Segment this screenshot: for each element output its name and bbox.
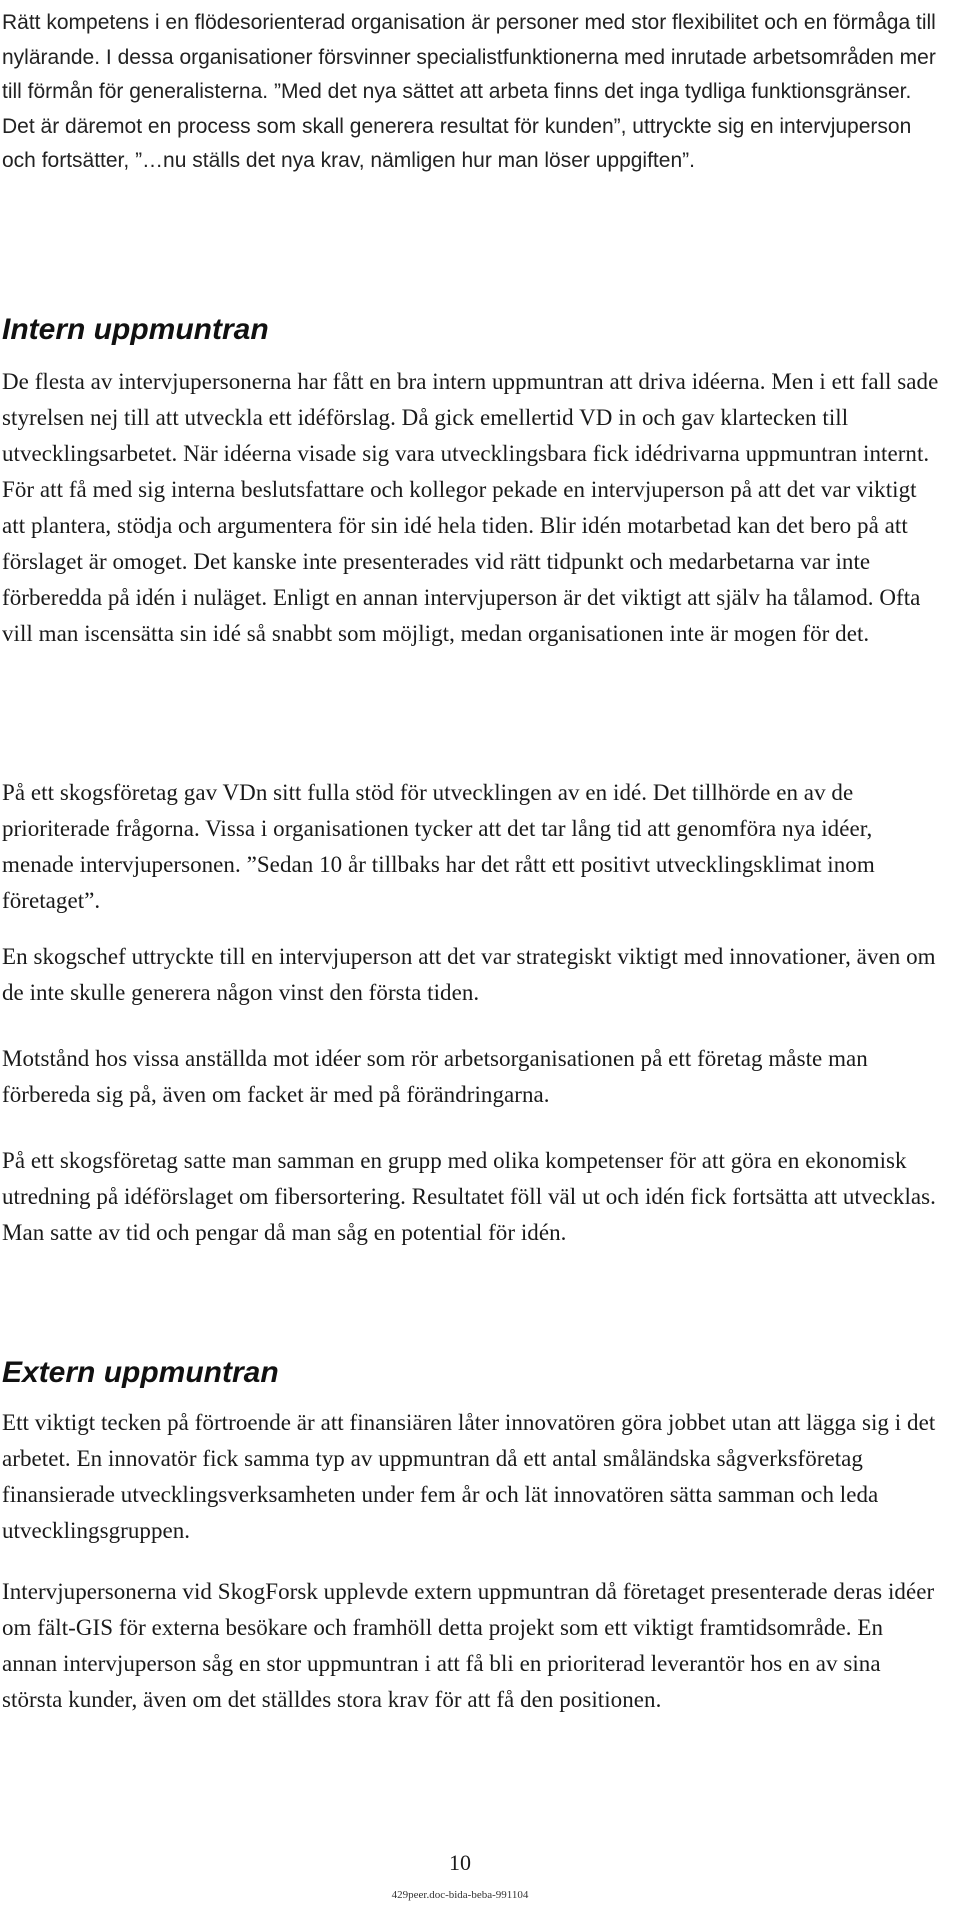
page-number	[0, 1850, 960, 1876]
intro-block	[0, 6, 960, 179]
paragraph-intern-2: På ett skogsföretag gav VDn sitt fulla stöd för utvecklingen av en idé. Det tillhörde en av de prioriterade frågorna. Vissa i organisationen tycker att det tar lång tid att genomföra nya idéer, menade intervjupersonen. ”Sedan 10 år tillbaks har det rått ett positivt utvecklingsklimat inom företaget”.	[2, 780, 875, 913]
section-intern	[0, 312, 960, 348]
page-number-text: 10	[449, 1850, 471, 1875]
document-code	[0, 1888, 960, 1902]
section-intern-body-5	[0, 1143, 960, 1251]
section-intern-body	[0, 364, 960, 652]
paragraph-intern-1: De flesta av intervjupersonerna har fått en bra intern uppmuntran att driva idéerna. Men i ett fall sade styrelsen nej till att utveckla ett idéförslag. Då gick emellertid VD in och gav klartecken till utvecklingsarbetet. När idéerna visade sig vara utvecklingsbara fick idédrivarna uppmuntran internt. För att få med sig interna beslutsfattare och kollegor pekade en intervjuperson på att det var viktigt att plantera, stödja och argumentera för sin idé hela tiden. Blir idén motarbetad kan det bero på att förslaget är omoget. Det kanske inte presenterades vid rätt tidpunkt och medarbetarna var inte förberedda på idén i nuläget. Enligt en annan intervjuperson är det viktigt att själv ha tålamod. Ofta vill man iscensätta sin idé så snabbt som möjligt, medan organisationen inte är mogen för det.	[2, 369, 939, 646]
intro-paragraph: Rätt kompetens i en flödesorienterad organisation är personer med stor flexibilitet och en förmåga till nylärande. I dessa organisationer försvinner specialistfunktionerna med inrutade arbetsområden mer till förmån för generalisterna. ”Med det nya sättet att arbeta finns det inga tydliga funktionsgränser. Det är däremot en process som skall generera resultat för kunden”, uttryckte sig en intervjuperson och fortsätter, ”…nu ställs det nya krav, nämligen hur man löser uppgiften”.	[2, 11, 936, 172]
paragraph-intern-4: Motstånd hos vissa anställda mot idéer som rör arbetsorganisationen på ett företag måste man förbereda sig på, även om facket är med på förändringarna.	[2, 1046, 868, 1107]
section-extern-body	[0, 1405, 960, 1549]
section-heading-extern: Extern uppmuntran	[2, 1356, 279, 1389]
paragraph-intern-5: På ett skogsföretag satte man samman en grupp med olika kompetenser för att göra en ekonomisk utredning på idéförslaget om fibersortering. Resultatet föll väl ut och idén fick fortsätta att utvecklas. Man satte av tid och pengar då man såg en potential för idén.	[2, 1148, 936, 1245]
paragraph-extern-2: Intervjupersonerna vid SkogForsk upplevde extern uppmuntran då företaget presenterade deras idéer om fält-GIS för externa besökare och framhöll detta projekt som ett viktigt framtidsområde. En annan intervjuperson såg en stor uppmuntran i att få bli en prioriterad leverantör hos en av sina största kunder, även om det ställdes stora krav för att få den positionen.	[2, 1579, 935, 1712]
paragraph-extern-1: Ett viktigt tecken på förtroende är att finansiären låter innovatören göra jobbet utan att lägga sig i det arbetet. En innovatör fick samma typ av uppmuntran då ett antal småländska sågverksföretag finansierade utvecklingsverksamheten under fem år och lät innovatören sätta samman och leda utvecklingsgruppen.	[2, 1410, 936, 1543]
section-intern-body-3	[0, 939, 960, 1011]
section-extern-body-2	[0, 1574, 960, 1718]
section-intern-body-4	[0, 1041, 960, 1113]
section-intern-body-2	[0, 775, 960, 919]
section-heading-intern: Intern uppmuntran	[2, 313, 269, 346]
document-code-text: 429peer.doc-bida-beba-991104	[391, 1889, 529, 1901]
paragraph-intern-3: En skogschef uttryckte till en intervjuperson att det var strategiskt viktigt med innovationer, även om de inte skulle generera någon vinst den första tiden.	[2, 944, 936, 1005]
section-extern	[0, 1355, 960, 1391]
